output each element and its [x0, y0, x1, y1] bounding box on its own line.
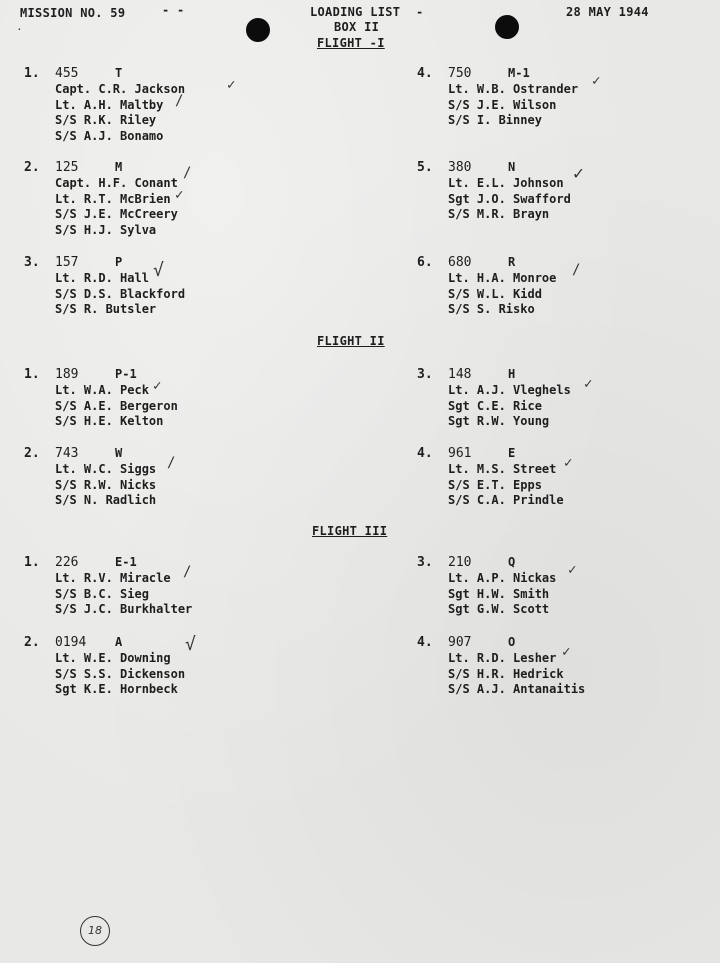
crew-member: S/S H.J. Sylva [55, 222, 157, 237]
aircraft-number: 750 [448, 66, 472, 81]
check-mark-icon: √ [153, 260, 164, 281]
crew-member: S/S R. Butsler [55, 302, 157, 316]
punch-hole-left [246, 18, 270, 42]
crew-member: S/S J.E. McCreery [55, 207, 178, 221]
entry-number: 5. [417, 160, 433, 175]
flight-3-entry-2 [24, 634, 196, 698]
check-mark-icon: ✓ [573, 163, 584, 184]
crew-member: S/S H.R. Hedrick [448, 666, 564, 681]
entry-number: 3. [417, 555, 433, 570]
crew-member: S/S D.S. Blackford [55, 286, 186, 301]
crew-member: Sgt J.O. Swafford [448, 191, 571, 206]
aircraft-number: 125 [55, 160, 79, 175]
entry-number: 1. [24, 66, 40, 81]
crew-member: Sgt R.W. Young [448, 414, 550, 428]
crew-member: Capt. C.R. Jackson ✓ [55, 77, 236, 96]
aircraft-number: 210 [448, 555, 472, 570]
check-mark-icon: ✓ [584, 376, 593, 392]
crew-member: S/S S. Risko [448, 302, 535, 316]
check-mark-icon: ✓ [175, 186, 184, 203]
flight-2-entry-1 [24, 367, 178, 430]
crew-member: S/S J.C. Burkhalter [55, 602, 193, 616]
aircraft-number: 961 [448, 446, 472, 461]
crew-member: Lt. R.D. Hall √ [55, 260, 164, 285]
aircraft-code: M [115, 160, 123, 174]
date: 28 MAY 1944 [566, 5, 649, 19]
check-mark-icon: ✓ [564, 455, 573, 471]
aircraft-code: T [115, 66, 123, 80]
check-mark-icon: / [183, 165, 192, 181]
crew-member: Sgt K.E. Hornbeck [55, 682, 178, 696]
crew-member: S/S I. Binney [448, 113, 542, 127]
title-dash: - [416, 5, 424, 19]
check-mark-icon: / [572, 262, 581, 278]
flight-3-entry-4 [417, 635, 585, 698]
aircraft-code: W [115, 446, 123, 460]
crew-member: Lt. W.B. Ostrander ✓ [448, 73, 601, 96]
aircraft-code: Q [508, 555, 516, 569]
entry-number: 1. [24, 555, 40, 570]
entry-number: 1. [24, 367, 40, 382]
flight-1-entry-1 [24, 66, 236, 144]
crew-member: S/S S.S. Dickenson [55, 666, 186, 681]
crew-member: Sgt H.W. Smith [448, 586, 550, 601]
flight-2-entry-3 [417, 367, 593, 430]
aircraft-number: 148 [448, 367, 472, 382]
header-dashes: - - [162, 3, 185, 17]
crew-member: S/S R.K. Riley [55, 113, 157, 127]
check-mark-icon: ✓ [562, 644, 571, 660]
crew-member: S/S C.A. Prindle [448, 493, 564, 507]
aircraft-number: 157 [55, 255, 79, 270]
aircraft-number: 189 [55, 367, 79, 382]
crew-member: S/S A.J. Bonamo [55, 128, 164, 143]
aircraft-number: 380 [448, 160, 472, 175]
crew-member: Lt. R.T. McBrien ✓ [55, 186, 184, 206]
aircraft-number: 680 [448, 255, 472, 270]
check-mark-icon: / [167, 455, 176, 471]
flight-3-heading: FLIGHT III [312, 524, 388, 538]
aircraft-code: E-1 [115, 555, 137, 569]
crew-member: S/S J.E. Wilson [448, 97, 557, 112]
entry-number: 3. [24, 255, 40, 270]
check-mark-icon: ✓ [568, 562, 577, 578]
entry-number: 4. [417, 446, 433, 461]
box-label: BOX II [334, 20, 380, 34]
entry-number: 2. [24, 446, 40, 461]
check-mark-icon: √ [185, 634, 196, 655]
flight-1-entry-3 [24, 255, 185, 318]
crew-member: Lt. W.E. Downing √ [55, 634, 196, 665]
crew-member: S/S R.W. Nicks [55, 477, 157, 492]
crew-member: Lt. E.L. Johnson ✓ [448, 163, 584, 190]
crew-member: S/S A.E. Bergeron [55, 398, 178, 413]
aircraft-code: P [115, 255, 123, 269]
flight-3-entry-1 [24, 555, 192, 618]
flight-2-entry-4 [417, 446, 573, 509]
punch-hole-right [495, 15, 519, 39]
aircraft-number: 907 [448, 635, 472, 650]
crew-member: Sgt C.E. Rice [448, 398, 542, 413]
aircraft-code: N [508, 160, 516, 174]
check-mark-icon: / [175, 92, 184, 109]
aircraft-code: P-1 [115, 367, 137, 381]
flight-1-entry-5 [417, 160, 584, 223]
aircraft-code: H [508, 367, 516, 381]
mission-number: MISSION NO. 59 [20, 6, 126, 20]
aircraft-code: O [508, 635, 516, 649]
crew-member: Lt. A.J. Vleghels ✓ [448, 376, 593, 397]
aircraft-number: 0194 [55, 635, 87, 650]
crew-member: Lt. W.A. Peck ✓ [55, 378, 162, 397]
crew-member: Lt. A.P. Nickas ✓ [448, 562, 577, 585]
aircraft-code: R [508, 255, 516, 269]
flight-1-heading: FLIGHT -I [317, 36, 385, 50]
crew-member: S/S A.J. Antanaitis [448, 682, 586, 696]
entry-number: 3. [417, 367, 433, 382]
crew-member: S/S B.C. Sieg [55, 586, 149, 601]
entry-number: 2. [24, 635, 40, 650]
aircraft-code: M-1 [508, 66, 530, 80]
crew-member: Capt. H.F. Conant / [55, 165, 192, 190]
stray-mark: . [17, 23, 23, 32]
entry-number: 6. [417, 255, 433, 270]
aircraft-number: 743 [55, 446, 79, 461]
crew-member: Lt. M.S. Street ✓ [448, 455, 573, 476]
aircraft-number: 226 [55, 555, 79, 570]
crew-member: S/S E.T. Epps [448, 477, 542, 492]
aircraft-code: E [508, 446, 516, 460]
check-mark-icon: / [183, 564, 192, 580]
flight-2-heading: FLIGHT II [317, 334, 385, 348]
crew-member: Lt. W.C. Siggs / [55, 455, 176, 476]
loading-list-title: LOADING LIST [310, 5, 401, 19]
crew-member: Lt. R.D. Lesher ✓ [448, 644, 571, 665]
flight-1-entry-6 [417, 255, 581, 318]
crew-member: Lt. R.V. Miracle / [55, 564, 192, 585]
crew-member: Lt. H.A. Monroe / [448, 262, 581, 285]
crew-member: Lt. A.H. Maltby / [55, 92, 184, 112]
crew-member: Sgt G.W. Scott [448, 602, 550, 616]
entry-number: 4. [417, 635, 433, 650]
flight-1-entry-2 [24, 160, 192, 238]
flight-3-entry-3 [417, 555, 577, 618]
page-number: 18 [80, 916, 110, 946]
crew-member: S/S H.E. Kelton [55, 414, 164, 428]
check-mark-icon: ✓ [227, 77, 236, 93]
entry-number: 2. [24, 160, 40, 175]
flight-1-entry-4 [417, 66, 601, 129]
check-mark-icon: ✓ [592, 73, 601, 89]
crew-member: S/S W.L. Kidd [448, 286, 542, 301]
flight-2-entry-2 [24, 446, 176, 509]
crew-member: S/S M.R. Brayn [448, 207, 550, 221]
crew-member: S/S N. Radlich [55, 493, 157, 507]
check-mark-icon: ✓ [153, 378, 162, 394]
entry-number: 4. [417, 66, 433, 81]
aircraft-number: 455 [55, 66, 79, 81]
aircraft-code: A [115, 635, 123, 649]
